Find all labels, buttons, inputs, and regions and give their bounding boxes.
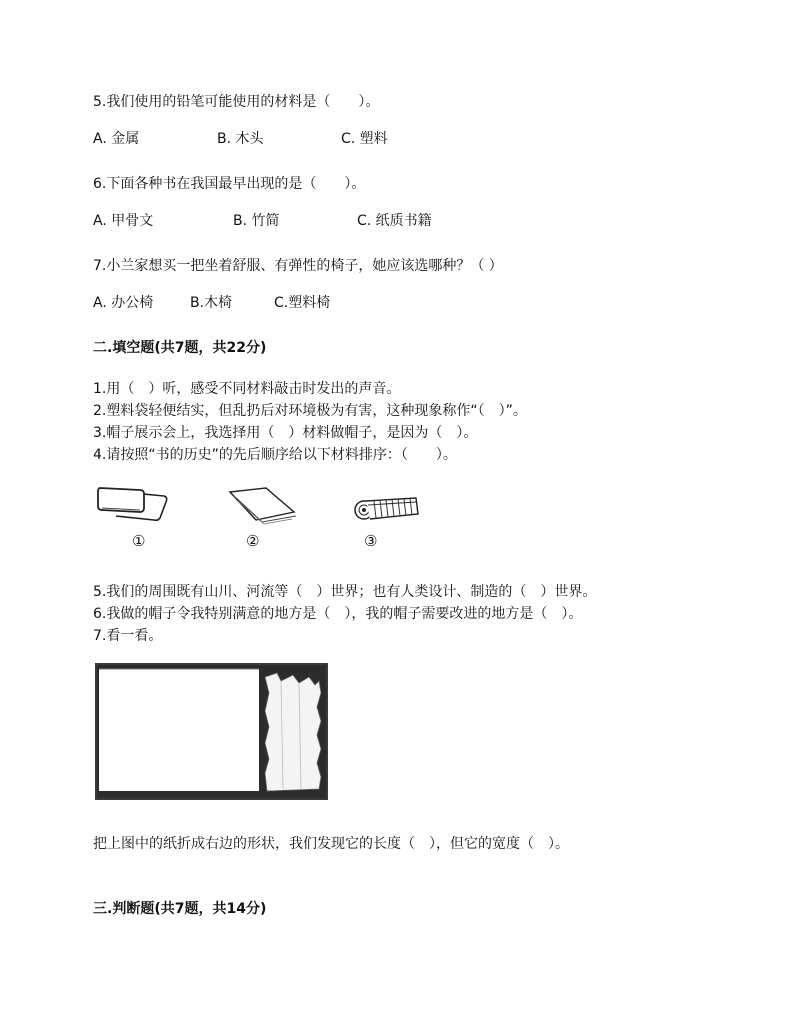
fill-question-7: 7.看一看。 — [93, 628, 163, 644]
section-3-heading: 三.判断题(共7题，共14分) — [93, 901, 267, 917]
question-5-text: 5.我们使用的铅笔可能使用的材料是（ ）。 — [93, 94, 380, 110]
fill-question-5: 5.我们的周围既有山川、河流等（ ）世界；也有人类设计、制造的（ ）世界。 — [93, 584, 597, 600]
paper-folding-photo — [95, 663, 328, 800]
q6-option-a: A. 甲骨文 — [93, 213, 154, 229]
q7-option-a: A. 办公椅 — [93, 295, 154, 311]
q6-option-c: C. 纸质书籍 — [357, 213, 432, 229]
figure-label-3: ③ — [364, 532, 378, 550]
fill-question-2: 2.塑料袋轻便结实，但乱扔后对环境极为有害，这种现象称作“（ ）”。 — [93, 403, 527, 419]
question-6-text: 6.下面各种书在我国最早出现的是（ ）。 — [93, 176, 366, 192]
q5-option-a: A. 金属 — [93, 131, 140, 147]
q7-option-c: C.塑料椅 — [274, 295, 331, 311]
question-7-text: 7.小兰家想买一把坐着舒服、有弹性的椅子，她应该选哪种？（ ） — [93, 258, 503, 274]
bamboo-slips-illustration — [352, 490, 422, 524]
fill-question-3: 3.帽子展示会上，我选择用（ ）材料做帽子，是因为（ ）。 — [93, 425, 478, 441]
figure-label-2: ② — [246, 532, 260, 550]
paper-illustration — [226, 486, 298, 526]
q5-option-b: B. 木头 — [217, 131, 264, 147]
fill-question-1: 1.用（ ）听，感受不同材料敲击时发出的声音。 — [93, 381, 401, 397]
section-2-heading: 二.填空题(共7题，共22分) — [93, 340, 267, 356]
figure-label-1: ① — [132, 532, 146, 550]
q6-option-b: B. 竹简 — [233, 213, 280, 229]
fill-question-6: 6.我做的帽子令我特别满意的地方是（ ），我的帽子需要改进的地方是（ ）。 — [93, 606, 583, 622]
q7-option-b: B.木椅 — [190, 295, 233, 311]
q5-option-c: C. 塑料 — [341, 131, 388, 147]
tiles-illustration — [94, 484, 174, 524]
fill-question-4: 4.请按照“书的历史”的先后顺序给以下材料排序：（ ）。 — [93, 447, 457, 463]
fold-observation-text: 把上图中的纸折成右边的形状，我们发现它的长度（ ），但它的宽度（ ）。 — [93, 836, 569, 852]
